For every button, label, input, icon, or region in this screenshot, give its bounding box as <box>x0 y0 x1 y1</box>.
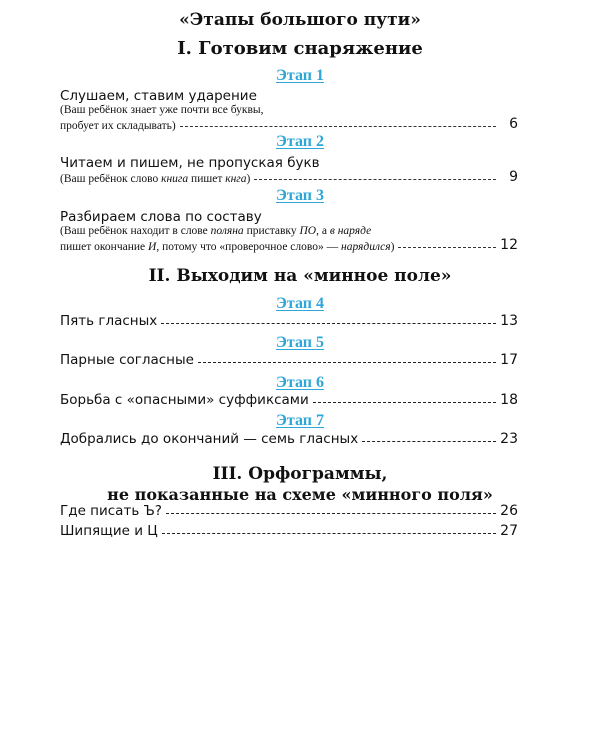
leader-dots <box>313 402 496 403</box>
stage-5-link[interactable]: Этап 5 <box>276 334 324 351</box>
stage-1-link[interactable]: Этап 1 <box>276 67 324 84</box>
entry-3-title: Разбираем слова по составу <box>60 209 262 225</box>
section-2-title: II. Выходим на «минное поле» <box>148 266 452 286</box>
main-title: «Этапы большого пути» <box>179 10 421 30</box>
stage-3-link[interactable]: Этап 3 <box>276 187 324 204</box>
entry-6-row[interactable] <box>60 392 518 408</box>
leader-dots <box>254 179 496 180</box>
leader-dots <box>166 513 496 514</box>
entry-4-page: 13 <box>500 313 518 329</box>
leader-dots <box>398 247 496 248</box>
entry-7-row[interactable] <box>60 431 518 447</box>
entry-7-page: 23 <box>500 431 518 447</box>
entry-5-page: 17 <box>500 352 518 368</box>
leader-dots <box>198 362 496 363</box>
entry-1-note-line1: (Ваш ребёнок знает уже почти все буквы, <box>60 104 264 116</box>
entry-6-title: Борьба с «опасными» суффиксами <box>60 392 309 408</box>
entry-9-title: Шипящие и Ц <box>60 523 158 539</box>
entry-1-page: 6 <box>509 116 518 132</box>
entry-8-page: 26 <box>500 503 518 519</box>
entry-5-title: Парные согласные <box>60 352 194 368</box>
entry-2-page: 9 <box>509 169 518 185</box>
entry-3-row[interactable] <box>60 237 518 253</box>
entry-9-row[interactable] <box>60 523 518 539</box>
entry-2-note: (Ваш ребёнок слово книга пишет кнга) <box>60 173 251 185</box>
entry-1-note-line2: пробует их складывать) <box>60 120 176 132</box>
entry-2-title: Читаем и пишем, не пропуская букв <box>60 155 320 171</box>
stage-2-link[interactable]: Этап 2 <box>276 133 324 150</box>
section-3-title-line1: III. Орфограммы, <box>212 464 388 484</box>
entry-4-row[interactable] <box>60 313 518 329</box>
stage-6-link[interactable]: Этап 6 <box>276 374 324 391</box>
section-3-title-line2: не показанные на схеме «минного поля» <box>107 485 493 504</box>
entry-5-row[interactable] <box>60 352 518 368</box>
entry-7-title: Добрались до окончаний — семь гласных <box>60 431 359 447</box>
entry-1-title: Слушаем, ставим ударение <box>60 88 257 104</box>
leader-dots <box>180 126 496 127</box>
entry-9-page: 27 <box>500 523 518 539</box>
stage-4-link[interactable]: Этап 4 <box>276 295 324 312</box>
section-1-title: I. Готовим снаряжение <box>177 38 423 59</box>
leader-dots <box>161 323 496 324</box>
entry-6-page: 18 <box>500 392 518 408</box>
entry-3-note-line2: пишет окончание И, потому что «проверочное слово» — нарядился) <box>60 241 395 253</box>
entry-3-note-line1: (Ваш ребёнок находит в слове поляна приставку ПО, а в наряде <box>60 225 372 237</box>
entry-2-row[interactable] <box>60 169 518 185</box>
entry-4-title: Пять гласных <box>60 313 158 329</box>
entry-8-title: Где писать Ъ? <box>60 503 162 519</box>
entry-8-row[interactable] <box>60 503 518 519</box>
entry-1-row[interactable] <box>60 116 518 132</box>
entry-3-page: 12 <box>500 237 518 253</box>
leader-dots <box>362 441 496 442</box>
leader-dots <box>162 533 496 534</box>
stage-7-link[interactable]: Этап 7 <box>276 412 324 429</box>
